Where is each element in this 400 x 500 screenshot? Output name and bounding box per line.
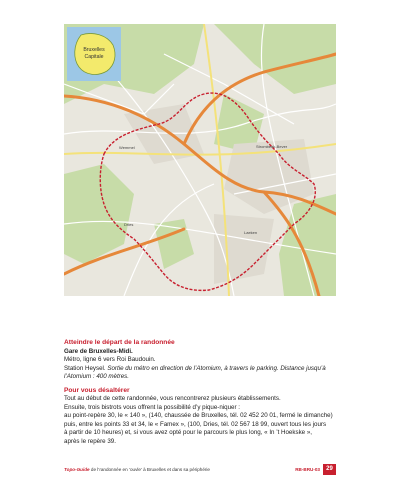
drinks-line-1: Tout au début de cette randonnée, vous rencontrerez plusieurs établissements. [64,395,281,403]
drinks-line-3: au point-repère 30, le « 140 », (140, chaussée de Bruxelles, tél. 02 452 20 01, fermé le dimanche) [64,412,333,420]
drinks-line-4: puis, entre les points 33 et 34, le « Famex », (100, Dries, tél. 02 567 18 99, ouvert tous les jours [64,420,327,428]
locator-inset [67,27,121,81]
drinks-line-5: à partir de 10 heures) et, si vous avez opté pour le parcours le plus long, « In ’t Hoekske », [64,429,312,437]
place-label-dries: Dries [124,222,134,227]
footer-brand-name: Topo-Guide [64,467,90,472]
access-line-station: Gare de Bruxelles-Midi. [64,347,133,355]
route-map [64,24,336,296]
page-number-badge: 29 [323,464,336,475]
section-title-drinks: Pour vous désaltérer [64,386,130,394]
place-label-laeken: Laeken [244,230,258,235]
inset-label-line1: Bruxelles [83,47,105,53]
page-footer [64,465,336,477]
section-title-access: Atteindre le départ de la randonnée [64,339,175,346]
drinks-line-6: après le repère 39. [64,437,116,445]
inset-label-line2: Capitale [84,54,104,60]
footer-brand-line [64,467,210,472]
access-line-metro: Métro, ligne 6 vers Roi Baudouin. [64,356,156,364]
access-line-heysel-text: Sortie du métro en direction de l’Atomium, à travers le parking. Distance jusqu’à [107,364,326,372]
access-line-distance: l’Atomium : 400 mètres. [64,373,129,381]
drinks-line-2: Ensuite, trois bistrots vous offrent la possibilité d’y pique-niquer : [64,403,240,411]
place-label-wemmel: Wemmel [119,145,135,150]
footer-tagline: de l’randonnée en ‘ouvle’ à Bruxelles et dans sa périphérie [89,467,210,472]
page-content [64,339,336,446]
access-line-heysel [64,365,336,374]
access-line-heysel-prefix: Station Heysel. [64,364,108,372]
place-label-strombeek: Strombeek-Bever [256,144,288,149]
route-code: RB-BRU-03 [295,467,320,472]
